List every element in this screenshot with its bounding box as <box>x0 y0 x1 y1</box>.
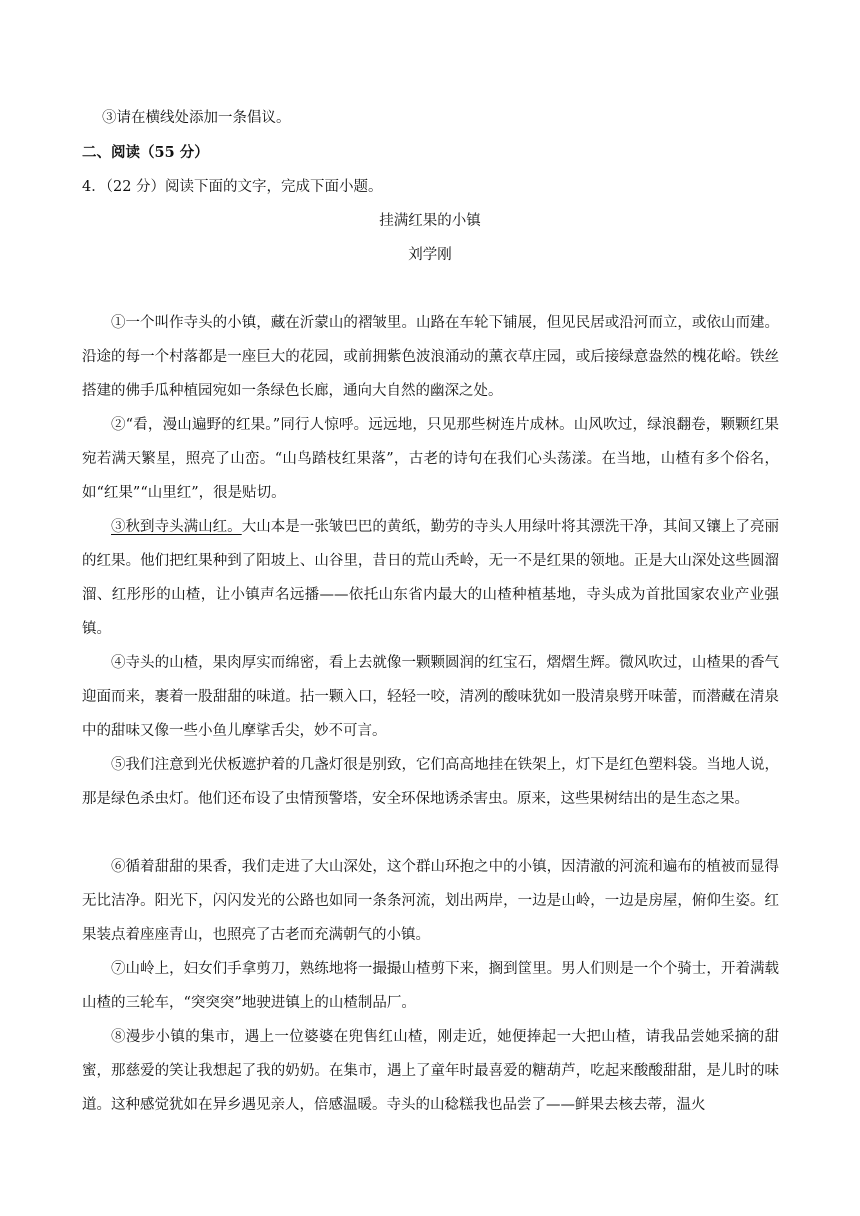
paragraph-4: ④寺头的山楂，果肉厚实而绵密，看上去就像一颗颗圆润的红宝石，熠熠生辉。微风吹过，山楂果的香气迎面而来，裹着一股甜甜的味道。拈一颗入口，轻轻一咬，清冽的酸味犹如一股清泉劈开味蕾，而潜藏在清泉中的甜味又像一些小鱼儿摩挲舌尖，妙不可言。 <box>82 655 779 739</box>
paragraph-5: ⑤我们注意到光伏板遮护着的几盏灯很是别致，它们高高地挂在铁架上，灯下是红色塑料袋。当地人说，那是绿色杀虫灯。他们还布设了虫情预警塔，安全环保地诱杀害虫。原来，这些果树结出的是生态之果。 <box>82 757 779 807</box>
paragraph-2: ②“看，漫山遍野的红果。”同行人惊呼。远远地，只见那些树连片成林。山风吹过，绿浪翻卷，颗颗红果宛若满天繁星，照亮了山峦。“山鸟踏枝红果落”，古老的诗句在我们心头荡漾。在当地，山楂有多个俗名，如“红果”“山里红”，很是贴切。 <box>82 417 779 501</box>
article-author: 刘学刚 <box>408 247 452 263</box>
section-title: 二、阅读（55 分） <box>82 144 209 161</box>
paragraph-3 <box>82 510 779 646</box>
question-stem: 4．（22 分）阅读下面的文字，完成下面小题。 <box>82 179 383 195</box>
paragraph-8: ⑧漫步小镇的集市，遇上一位婆婆在兜售红山楂，刚走近，她便捧起一大把山楂，请我品尝她采摘的甜蜜，那慈爱的笑让我想起了我的奶奶。在集市，遇上了童年时最喜爱的糖葫芦，吃起来酸酸甜甜，是儿时的味道。这种感觉犹如在异乡遇见亲人，倍感温暖。寺头的山稔糕我也品尝了——鲜果去核去蒂，温火 <box>82 1029 779 1113</box>
paragraph-6: ⑥循着甜甜的果香，我们走进了大山深处，这个群山环抱之中的小镇，因清澈的河流和遍布的植被而显得无比洁净。阳光下，闪闪发光的公路也如同一条条河流，划出两岸，一边是山岭，一边是房屋，俯仰生姿。红果装点着座座青山，也照亮了古老而充满朝气的小镇。 <box>82 859 779 943</box>
paragraph-1: ①一个叫作寺头的小镇，藏在沂蒙山的褶皱里。山路在车轮下铺展，但见民居或沿河而立，或依山而建。沿途的每一个村落都是一座巨大的花园，或前拥紫色波浪涌动的薰衣草庄园，或后接绿意盎然的槐花峪。铁丝搭建的佛手瓜种植园宛如一条绿色长廊，通向大自然的幽深之处。 <box>82 315 779 399</box>
paragraph-3-text: 大山本是一张皱巴巴的黄纸，勤劳的寺头人用绿叶将其漂洗干净，其间又镶上了亮丽的红果。他们把红果种到了阳坡上、山谷里，昔日的荒山秃岭，无一不是红果的领地。正是大山深处这些圆溜溜、红彤彤的山楂，让小镇声名远播——依托山东省内最大的山楂种植基地，寺头成为首批国家农业产业强镇。 <box>82 519 779 637</box>
underlined-sentence: ③秋到寺头满山红。 <box>111 519 242 535</box>
question-instruction: ③请在横线处添加一条倡议。 <box>102 110 291 126</box>
paragraph-7: ⑦山岭上，妇女们手拿剪刀，熟练地将一撮撮山楂剪下来，搁到筐里。男人们则是一个个骑士，开着满载山楂的三轮车，“突突突”地驶进镇上的山楂制品厂。 <box>82 961 779 1011</box>
article-title: 挂满红果的小镇 <box>379 213 481 229</box>
